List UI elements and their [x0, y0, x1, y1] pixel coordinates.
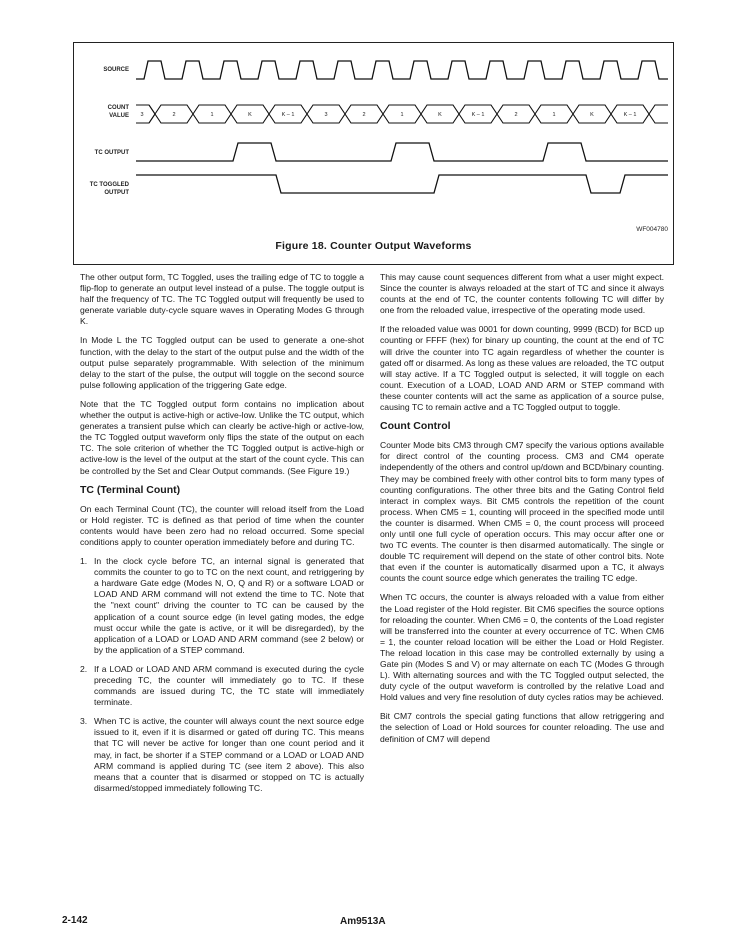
count-value-label-1: COUNT: [107, 105, 129, 111]
count-value-label-2: VALUE: [109, 113, 129, 119]
paragraph: Note that the TC Toggled output form contains no implication about whether the output is active-high or active-low. Unlike the TC output, which generates a transient pulse which can clearly be active-high or active-low, the TC Toggled output waveform only flips the state of the output on each TC. The sole criterion of whether the TC Toggled output is active-high or active-low is the level of the output at the start of the count cycle. This can be controlled by the Set and Clear Output commands. (See Figure 19.): [80, 398, 364, 476]
figure-caption: Figure 18. Counter Output Waveforms: [275, 240, 472, 252]
tc-output-waveform: [136, 143, 668, 161]
count-value-1: 2: [172, 112, 176, 118]
paragraph: Counter Mode bits CM3 through CM7 specify the various options available for direct control of the counting process. CM3 and CM4 operate independently of the others and control up/down and BCD/binary counting. They may be combined freely with other control bits to form many types of counting configurations. The other three bits and the Gating Control field interact in complex ways. Bit CM5 controls the repetition of the count process. When CM5 = 1, counting will proceed in the specified mode until the counter is disarmed. When CM5 = 0, the count process will proceed only until one full cycle of operation occurs. This may occur after one or two TC events. The counter is then disarmed automatically. The single or double TC requirement will depend on the state of other control bits. Note that even if the counter is automatically disarmed upon a TC, it always counts the count source edge which generates the trailing TC edge.: [380, 440, 664, 584]
paragraph: On each Terminal Count (TC), the counter will reload itself from the Load or Hold register. TC is defined as that period of time when the counter contents would have been zero had no reload occurred. Some special conditions apply to counter operation immediately before and during TC.: [80, 503, 364, 547]
count-value-2: 1: [210, 112, 214, 118]
count-value-11: 1: [552, 112, 556, 118]
part-number: Am9513A: [340, 916, 386, 927]
source-waveform: [136, 61, 668, 79]
tc-toggled-label-2: OUTPUT: [104, 190, 129, 196]
numbered-list: [80, 556, 364, 794]
left-column: [80, 272, 364, 802]
tc-output-label: TC OUTPUT: [94, 150, 129, 156]
count-value-6: 2: [362, 112, 366, 118]
count-value-0: 3: [140, 112, 144, 118]
paragraph: When TC occurs, the counter is always reloaded with a value from either the Load register of the Hold register. Bit CM6 specifies the source options for reloading the counter. When CM6 = 0, the contents of the Load register will be transferred into the counter at every occurrence of TC. When CM6 = 1, the counter reload location will be either the Load or Hold Register. The reload location in this case may be controlled externally by using a Gate pin (Modes S and V) or may alternate on each TC (Modes G through L). With alternating sources and with the TC Toggled output selected, the duty cycle of the output waveform is controlled by the relative Load and Hold values and very fine resolution of duty cycles ratios may be achieved.: [380, 592, 664, 703]
wf-code: WF004780: [636, 226, 668, 233]
paragraph: In Mode L the TC Toggled output can be used to generate a one-shot function, with the delay to the start of the output pulse and the width of the output pulse separately programmable. With selection of the minimum delay to the start of the pulse, the output will toggle on the second source pulse following application of the triggering Gate edge.: [80, 335, 364, 390]
count-value-7: 1: [400, 112, 404, 118]
paragraph: If the reloaded value was 0001 for down counting, 9999 (BCD) for BCD up counting or FFFF (hex) for binary up counting, the count at the end of TC will drive the counter into TC again regardless of whether the counter is gated off or disarmed. As long as these values are reloaded, the TC output will stay active. If a TC Toggled output is selected, it will toggle on each count. Execution of a LOAD, LOAD AND ARM or STEP command with these counter contents will act the same as application of a source pulse, causing TC to remain active and a TC Toggled output to toggle.: [380, 324, 664, 413]
section-heading-terminal-count: TC (Terminal Count): [80, 483, 181, 496]
list-item-number: 3.: [80, 716, 88, 727]
list-item: [80, 556, 364, 656]
right-column: [380, 272, 664, 753]
list-item: [80, 716, 364, 794]
paragraph: This may cause count sequences different from what a user might expect. Since the counter is always reloaded at the start of TC and since it always counts at the end of TC, the counter contents following TC will differ by one from the reloaded value, irrespective of the operating mode used.: [380, 272, 664, 316]
tc-toggled-label-1: TC TOGGLED: [89, 182, 129, 188]
paragraph: The other output form, TC Toggled, uses the trailing edge of TC to toggle a flip-flop to generate an output level instead of a pulse. The toggle output is half the frequency of TC. The TC Toggled output will frequently be used to generate variable duty-cycle square waves in Operating Modes G through K.: [80, 272, 364, 327]
count-value-5: 3: [324, 112, 328, 118]
section-heading-count-control: Count Control: [380, 420, 451, 433]
count-value-13: K – 1: [623, 112, 637, 118]
waveform-diagram: [74, 43, 675, 266]
list-item-text: When TC is active, the counter will always count the next source edge issued to it, even if it is disarmed or gated off during TC. This means that TC will never be active for longer than one count period and it may, in fact, be shorter if a STEP command or a LOAD or LOAD AND ARM command is applied during TC (see item 2 above). This also means that a counter that is disarmed or stopped on TC is actually disarmed/stopped immediately following TC.: [94, 716, 364, 793]
source-label: SOURCE: [103, 67, 129, 73]
count-value-8: K: [438, 112, 442, 118]
count-value-12: K: [590, 112, 594, 118]
waveform-figure: [73, 42, 674, 265]
tc-toggled-waveform: [136, 175, 668, 193]
list-item-number: 1.: [80, 556, 88, 567]
list-item-number: 2.: [80, 663, 88, 674]
count-value-9: K – 1: [471, 112, 485, 118]
list-item-text: In the clock cycle before TC, an internal signal is generated that commits the counter to go to TC on the next count, and retriggering by a hardware Gate edge (Modes N, O, Q and R) or a software LOAD or LOAD AND ARM command will not extend the time to TC. Note that the "next count" driving the counter to TC can be caused by the application of a count source edge (in level gating modes, the edge must occur while the gate is active, or it will be disregarded), by the application of a LOAD or LOAD AND ARM command (see 2 below) or by the application of a STEP command.: [94, 556, 364, 655]
page-number: 2-142: [62, 915, 88, 926]
count-value-4: K – 1: [281, 112, 295, 118]
count-value-3: K: [248, 112, 252, 118]
list-item-text: If a LOAD or LOAD AND ARM command is executed during the cycle preceding TC, the counter will immediately go to TC. If these commands are issued during TC, the TC state will immediately terminate.: [94, 663, 364, 708]
count-value-10: 2: [514, 112, 518, 118]
list-item: [80, 664, 364, 708]
paragraph: Bit CM7 controls the special gating functions that allow retriggering and the selection of Load or Hold sources for counter reloading. The use and definition of CM7 will depend: [380, 711, 664, 744]
